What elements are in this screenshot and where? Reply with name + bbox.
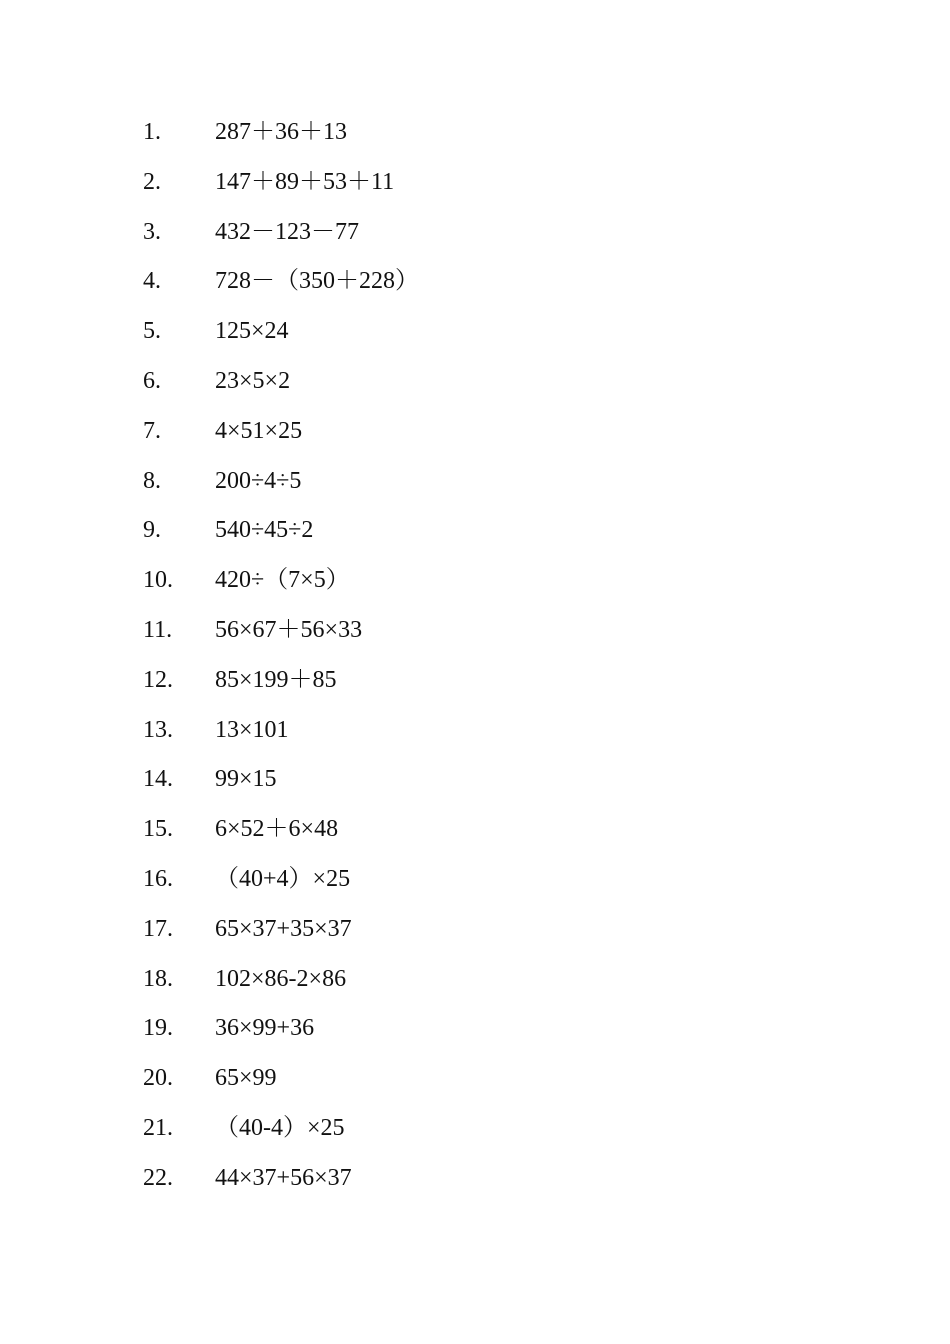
problem-item	[143, 257, 843, 307]
problem-list	[143, 108, 843, 1204]
problem-item	[143, 108, 843, 158]
problem-item	[143, 905, 843, 955]
problem-number: 17.	[143, 915, 173, 942]
problem-item	[143, 706, 843, 756]
problem-number: 9.	[143, 517, 161, 544]
problem-item	[143, 1004, 843, 1054]
problem-expression: 65×37+35×37	[215, 915, 352, 942]
problem-expression: 36×99+36	[215, 1015, 315, 1042]
problem-expression: 65×99	[215, 1065, 277, 1092]
problem-number: 19.	[143, 1015, 173, 1042]
problem-item	[143, 208, 843, 258]
problem-number: 11.	[143, 616, 173, 643]
problem-item	[143, 955, 843, 1005]
problem-number: 13.	[143, 716, 173, 743]
problem-item	[143, 1154, 843, 1204]
problem-item	[143, 158, 843, 208]
problem-expression: 147＋89＋53＋11	[215, 168, 395, 195]
problem-number: 21.	[143, 1114, 173, 1141]
problem-item	[143, 457, 843, 507]
problem-number: 15.	[143, 816, 173, 843]
problem-expression: 200÷4÷5	[215, 467, 302, 494]
problem-number: 14.	[143, 766, 173, 793]
problem-number: 5.	[143, 318, 161, 345]
problem-expression: （40-4）×25	[215, 1114, 345, 1141]
problem-item	[143, 1054, 843, 1104]
problem-number: 1.	[143, 119, 161, 145]
problem-expression: 56×67＋56×33	[215, 616, 363, 643]
problem-item	[143, 407, 843, 457]
problem-expression: 23×5×2	[215, 367, 291, 394]
problem-number: 8.	[143, 467, 161, 494]
problem-number: 4.	[143, 268, 161, 295]
problem-item	[143, 506, 843, 556]
problem-number: 12.	[143, 666, 173, 693]
problem-number: 6.	[143, 367, 161, 394]
problem-expression: 85×199＋85	[215, 666, 337, 693]
problem-expression: 728－（350＋228）	[215, 268, 419, 295]
problem-item	[143, 307, 843, 357]
problem-item	[143, 805, 843, 855]
problem-expression: 125×24	[215, 318, 289, 345]
problem-expression: 102×86-2×86	[215, 965, 347, 992]
problem-item	[143, 357, 843, 407]
problem-item	[143, 855, 843, 905]
problem-item	[143, 755, 843, 805]
problem-expression: 540÷45÷2	[215, 517, 314, 544]
problem-number: 7.	[143, 417, 161, 444]
problem-expression: 4×51×25	[215, 417, 303, 444]
problem-number: 2.	[143, 168, 161, 195]
problem-number: 3.	[143, 218, 161, 245]
problem-expression: 287＋36＋13	[215, 119, 347, 145]
problem-number: 10.	[143, 567, 173, 594]
problem-item	[143, 606, 843, 656]
problem-number: 22.	[143, 1164, 173, 1191]
problem-expression: 432－123－77	[215, 218, 359, 245]
problem-item	[143, 556, 843, 606]
problem-number: 18.	[143, 965, 173, 992]
problem-expression: 6×52＋6×48	[215, 816, 339, 843]
problem-expression: 44×37+56×37	[215, 1164, 352, 1191]
problem-number: 20.	[143, 1065, 173, 1092]
problem-expression: 13×101	[215, 716, 289, 743]
problem-number: 16.	[143, 865, 173, 892]
problem-expression: 420÷（7×5）	[215, 567, 350, 594]
problem-item	[143, 1104, 843, 1154]
problem-expression: （40+4）×25	[215, 865, 351, 892]
problem-item	[143, 656, 843, 706]
problem-expression: 99×15	[215, 766, 277, 793]
